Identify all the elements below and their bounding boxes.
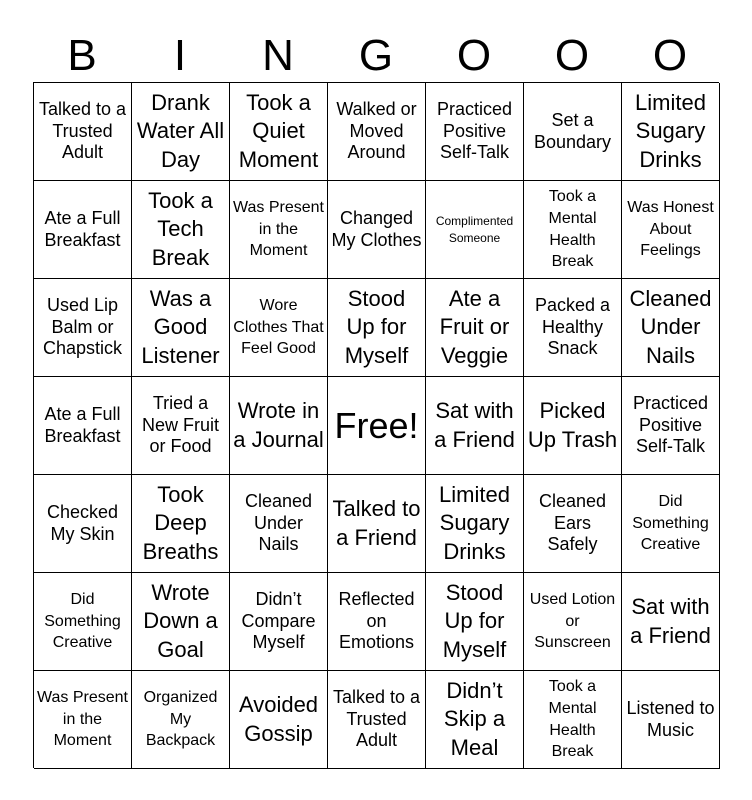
bingo-cell[interactable]: Limited Sugary Drinks: [426, 475, 524, 573]
bingo-cell[interactable]: Stood Up for Myself: [328, 279, 426, 377]
bingo-board: [33, 82, 719, 768]
bingo-cell[interactable]: Ate a Full Breakfast: [34, 377, 132, 475]
bingo-cell[interactable]: Took Deep Breaths: [132, 475, 230, 573]
bingo-cell[interactable]: Took a Quiet Moment: [230, 83, 328, 181]
bingo-cell[interactable]: Ate a Fruit or Veggie: [426, 279, 524, 377]
bingo-cell[interactable]: Avoided Gossip: [230, 671, 328, 769]
bingo-cell[interactable]: Limited Sugary Drinks: [622, 83, 720, 181]
bingo-cell[interactable]: Did Something Creative: [622, 475, 720, 573]
bingo-cell[interactable]: Drank Water All Day: [132, 83, 230, 181]
bingo-cell[interactable]: Set a Boundary: [524, 83, 622, 181]
bingo-cell[interactable]: Wrote Down a Goal: [132, 573, 230, 671]
bingo-cell[interactable]: Took a Tech Break: [132, 181, 230, 279]
bingo-cell[interactable]: Was Present in the Moment: [34, 671, 132, 769]
free-space-cell[interactable]: Free!: [328, 377, 426, 475]
bingo-cell[interactable]: Walked or Moved Around: [328, 83, 426, 181]
bingo-cell[interactable]: Practiced Positive Self-Talk: [622, 377, 720, 475]
bingo-cell[interactable]: Sat with a Friend: [622, 573, 720, 671]
bingo-cell[interactable]: Didn’t Skip a Meal: [426, 671, 524, 769]
bingo-cell[interactable]: Complimented Someone: [426, 181, 524, 279]
header-letter: O: [652, 31, 688, 80]
bingo-cell[interactable]: Didn’t Compare Myself: [230, 573, 328, 671]
bingo-cell[interactable]: Sat with a Friend: [426, 377, 524, 475]
bingo-cell[interactable]: Talked to a Trusted Adult: [328, 671, 426, 769]
header-letter: G: [358, 31, 394, 80]
bingo-cell[interactable]: Changed My Clothes: [328, 181, 426, 279]
header-letter: O: [554, 31, 590, 80]
bingo-cell[interactable]: Was a Good Listener: [132, 279, 230, 377]
header-letter: N: [262, 31, 294, 80]
bingo-cell[interactable]: Cleaned Under Nails: [230, 475, 328, 573]
bingo-cell[interactable]: Took a Mental Health Break: [524, 671, 622, 769]
bingo-cell[interactable]: Practiced Positive Self-Talk: [426, 83, 524, 181]
bingo-cell[interactable]: Used Lip Balm or Chapstick: [34, 279, 132, 377]
bingo-cell[interactable]: Organized My Backpack: [132, 671, 230, 769]
bingo-cell[interactable]: Listened to Music: [622, 671, 720, 769]
bingo-cell[interactable]: Wrote in a Journal: [230, 377, 328, 475]
bingo-cell[interactable]: Took a Mental Health Break: [524, 181, 622, 279]
bingo-cell[interactable]: Ate a Full Breakfast: [34, 181, 132, 279]
bingo-cell[interactable]: Tried a New Fruit or Food: [132, 377, 230, 475]
bingo-cell[interactable]: Used Lotion or Sunscreen: [524, 573, 622, 671]
bingo-cell[interactable]: Reflected on Emotions: [328, 573, 426, 671]
bingo-cell[interactable]: Cleaned Ears Safely: [524, 475, 622, 573]
header-letter: O: [456, 31, 492, 80]
bingo-cell[interactable]: Stood Up for Myself: [426, 573, 524, 671]
header-letter: B: [67, 31, 97, 80]
header-letter: I: [173, 31, 187, 80]
bingo-cell[interactable]: Cleaned Under Nails: [622, 279, 720, 377]
bingo-cell[interactable]: Checked My Skin: [34, 475, 132, 573]
bingo-cell[interactable]: Was Present in the Moment: [230, 181, 328, 279]
bingo-cell[interactable]: Picked Up Trash: [524, 377, 622, 475]
bingo-cell[interactable]: Talked to a Friend: [328, 475, 426, 573]
bingo-header: [33, 30, 719, 82]
bingo-cell[interactable]: Was Honest About Feelings: [622, 181, 720, 279]
bingo-cell[interactable]: Did Something Creative: [34, 573, 132, 671]
bingo-cell[interactable]: Talked to a Trusted Adult: [34, 83, 132, 181]
bingo-cell[interactable]: Packed a Healthy Snack: [524, 279, 622, 377]
bingo-cell[interactable]: Wore Clothes That Feel Good: [230, 279, 328, 377]
